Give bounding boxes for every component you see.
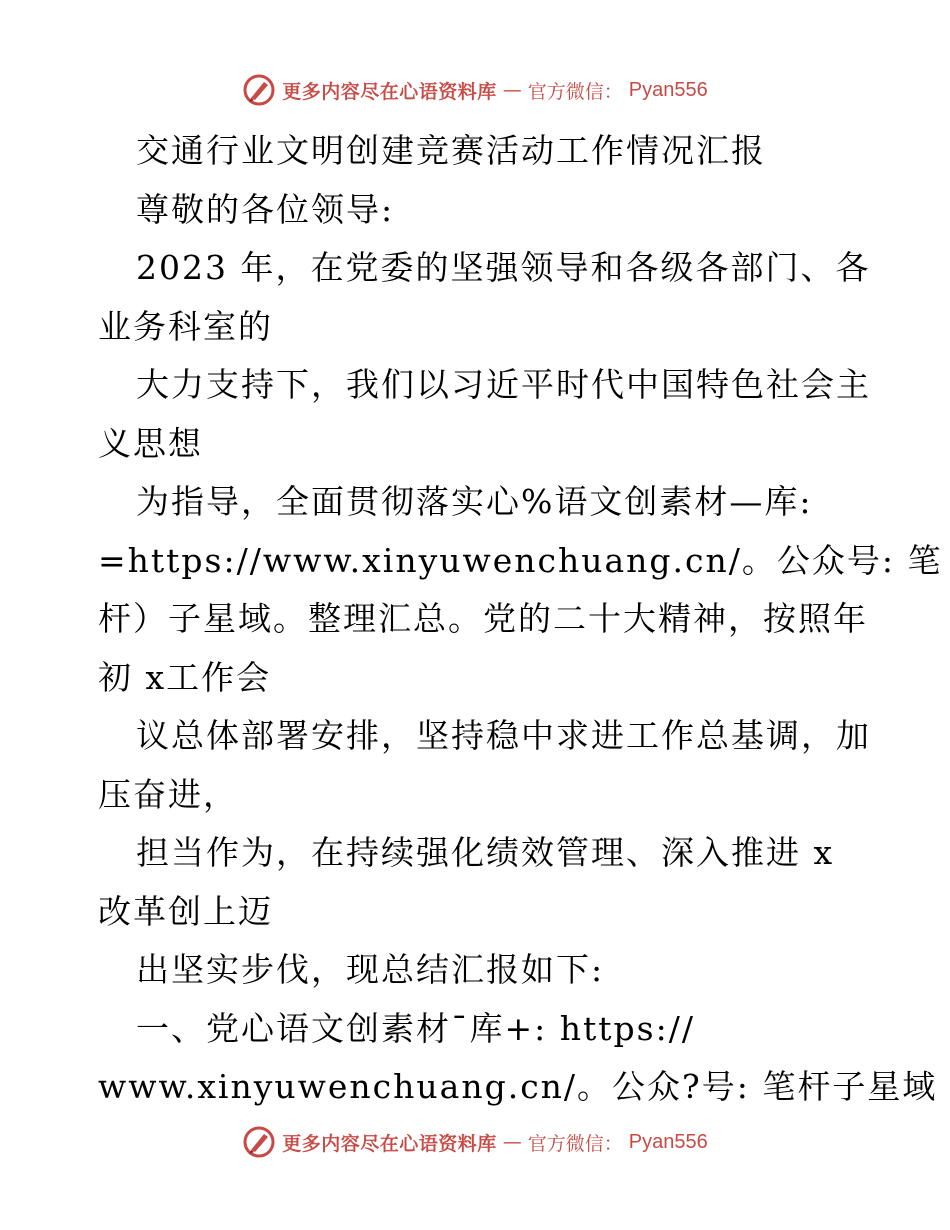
banner-separator: — bbox=[502, 1131, 522, 1153]
body-line: 初 x工作会 bbox=[98, 657, 272, 697]
body-line: 大力支持下，我们以习近平时代中国特色社会主 bbox=[136, 365, 871, 404]
pen-logo-icon bbox=[242, 73, 276, 107]
salutation: 尊敬的各位领导: bbox=[136, 189, 395, 229]
body-line: 压奋进， bbox=[98, 774, 238, 814]
header-banner bbox=[0, 70, 950, 110]
footer-banner bbox=[0, 1122, 950, 1162]
body-line: www.xinyuwenchuang.cn/。公众?号: 笔杆子星域 bbox=[98, 1067, 938, 1106]
banner-separator: — bbox=[502, 79, 522, 101]
body-line: 担当作为，在持续强化绩效管理、深入推进 x bbox=[136, 833, 835, 872]
body-line: =https://www.xinyuwenchuang.cn/。公众号: 笔 bbox=[98, 540, 943, 580]
banner-wechat-label: 官方微信： bbox=[527, 1132, 623, 1155]
body-line: 出坚实步伐，现总结汇报如下: bbox=[136, 950, 605, 989]
banner-wechat-label: 官方微信： bbox=[527, 80, 623, 103]
document-title: 交通行业文明创建竞赛活动工作情况汇报 bbox=[136, 131, 766, 170]
body-line: 为指导，全面贯彻落实心%语文创素材—库: bbox=[136, 482, 813, 521]
body-line: 改革创上迈 bbox=[98, 891, 273, 931]
body-line: 议总体部署安排，坚持稳中求进工作总基调，加 bbox=[136, 716, 871, 755]
banner-wechat-id: Pyan556 bbox=[628, 1130, 708, 1153]
body-line: 2023 年，在党委的坚强领导和各级各部门、各 bbox=[136, 248, 871, 287]
body-line: 业务科室的 bbox=[98, 306, 273, 346]
body-line: 杆）子星域。整理汇总。党的二十大精神，按照年 bbox=[98, 599, 868, 638]
section-heading: 一、党心语文创素材¯库+: https:// bbox=[136, 1008, 695, 1048]
document-body bbox=[98, 122, 943, 1117]
banner-brand-text: 更多内容尽在心语资料库 bbox=[282, 80, 497, 103]
banner-wechat-id: Pyan556 bbox=[628, 78, 708, 101]
pen-logo-icon bbox=[242, 1125, 276, 1159]
body-line: 义思想 bbox=[98, 423, 203, 463]
banner-brand-text: 更多内容尽在心语资料库 bbox=[282, 1132, 497, 1155]
